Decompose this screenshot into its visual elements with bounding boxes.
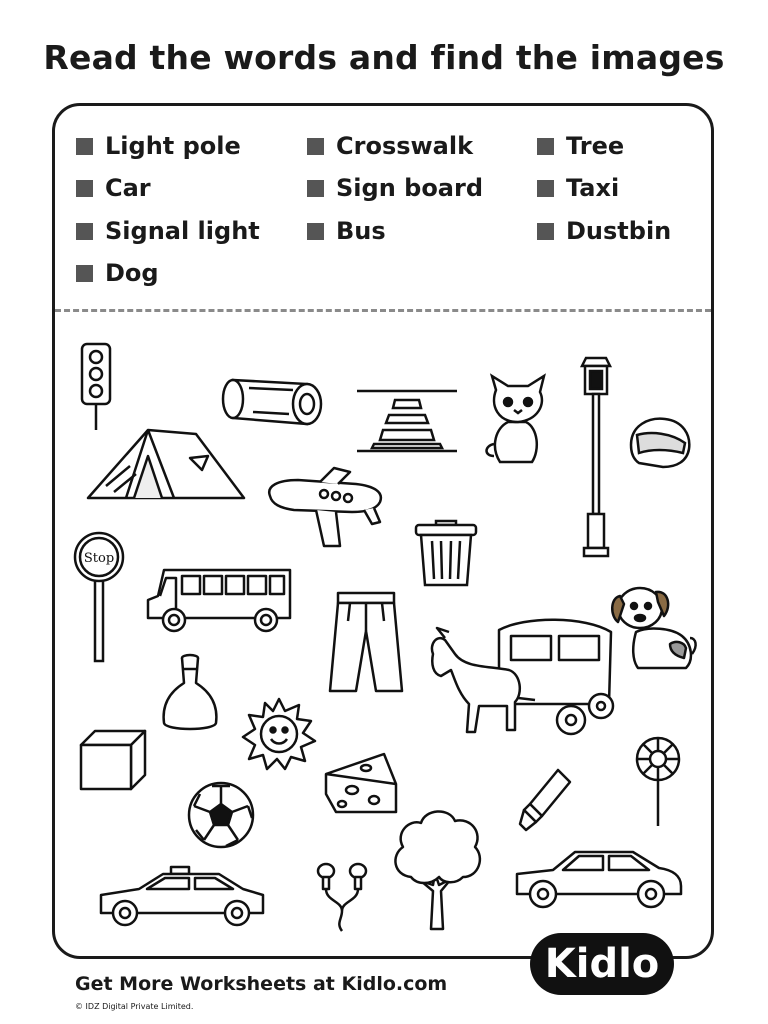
trousers-icon: [328, 591, 404, 695]
sun-icon: [241, 697, 317, 771]
earphones-icon: [312, 861, 374, 933]
bullet-square-icon: [76, 223, 93, 240]
copyright-text: © IDZ Digital Private Limited.: [75, 1002, 194, 1011]
bullet-square-icon: [537, 138, 554, 155]
lollipop-icon: [633, 736, 683, 828]
word-item: [307, 174, 483, 202]
dashed-divider: [55, 309, 711, 312]
word-item: [307, 132, 473, 160]
bullet-square-icon: [537, 223, 554, 240]
tent-icon: [86, 426, 246, 502]
light-pole-icon: [578, 354, 614, 560]
word-item: [76, 217, 260, 245]
bullet-square-icon: [537, 180, 554, 197]
bus-icon: [144, 566, 294, 634]
bullet-square-icon: [76, 180, 93, 197]
word-item: [76, 132, 241, 160]
word-label: Sign board: [336, 174, 484, 202]
word-item: [537, 132, 624, 160]
word-label: Signal light: [105, 217, 260, 245]
word-label: Bus: [336, 217, 386, 245]
bullet-square-icon: [307, 180, 324, 197]
marker-pen-icon: [518, 768, 572, 832]
bullet-square-icon: [307, 223, 324, 240]
word-label: Car: [105, 174, 151, 202]
log-icon: [219, 374, 327, 428]
word-item: [537, 217, 671, 245]
dog-icon: [608, 582, 698, 670]
soccer-ball-icon: [186, 780, 256, 850]
stop-sign-text: Stop: [83, 551, 115, 566]
bullet-square-icon: [307, 138, 324, 155]
airplane-icon: [264, 466, 388, 550]
word-item: [537, 174, 619, 202]
vase-icon: [160, 653, 220, 735]
horse-carriage-icon: [425, 614, 617, 738]
word-label: Dog: [105, 259, 159, 287]
word-label: Taxi: [566, 174, 620, 202]
dustbin-icon: [414, 519, 478, 587]
kidlo-logo: Kidlo: [530, 933, 674, 995]
taxi-icon: [97, 865, 267, 929]
word-item: [76, 259, 159, 287]
helmet-icon: [627, 415, 693, 469]
footer-text: Get More Worksheets at Kidlo.com: [75, 973, 448, 995]
bullet-square-icon: [76, 265, 93, 282]
crosswalk-icon: [355, 388, 459, 454]
word-item: [307, 217, 386, 245]
traffic-light-icon: [78, 342, 114, 434]
stop-sign-icon: [70, 533, 128, 663]
car-icon: [513, 848, 685, 912]
page-title: Read the words and find the images: [43, 38, 725, 77]
bullet-square-icon: [76, 138, 93, 155]
tree-icon: [391, 807, 483, 931]
word-label: Dustbin: [566, 217, 672, 245]
cube-icon: [79, 729, 147, 791]
word-item: [76, 174, 151, 202]
cheese-icon: [322, 750, 398, 816]
cat-icon: [482, 376, 554, 464]
word-label: Light pole: [105, 132, 241, 160]
word-label: Tree: [566, 132, 625, 160]
word-label: Crosswalk: [336, 132, 474, 160]
